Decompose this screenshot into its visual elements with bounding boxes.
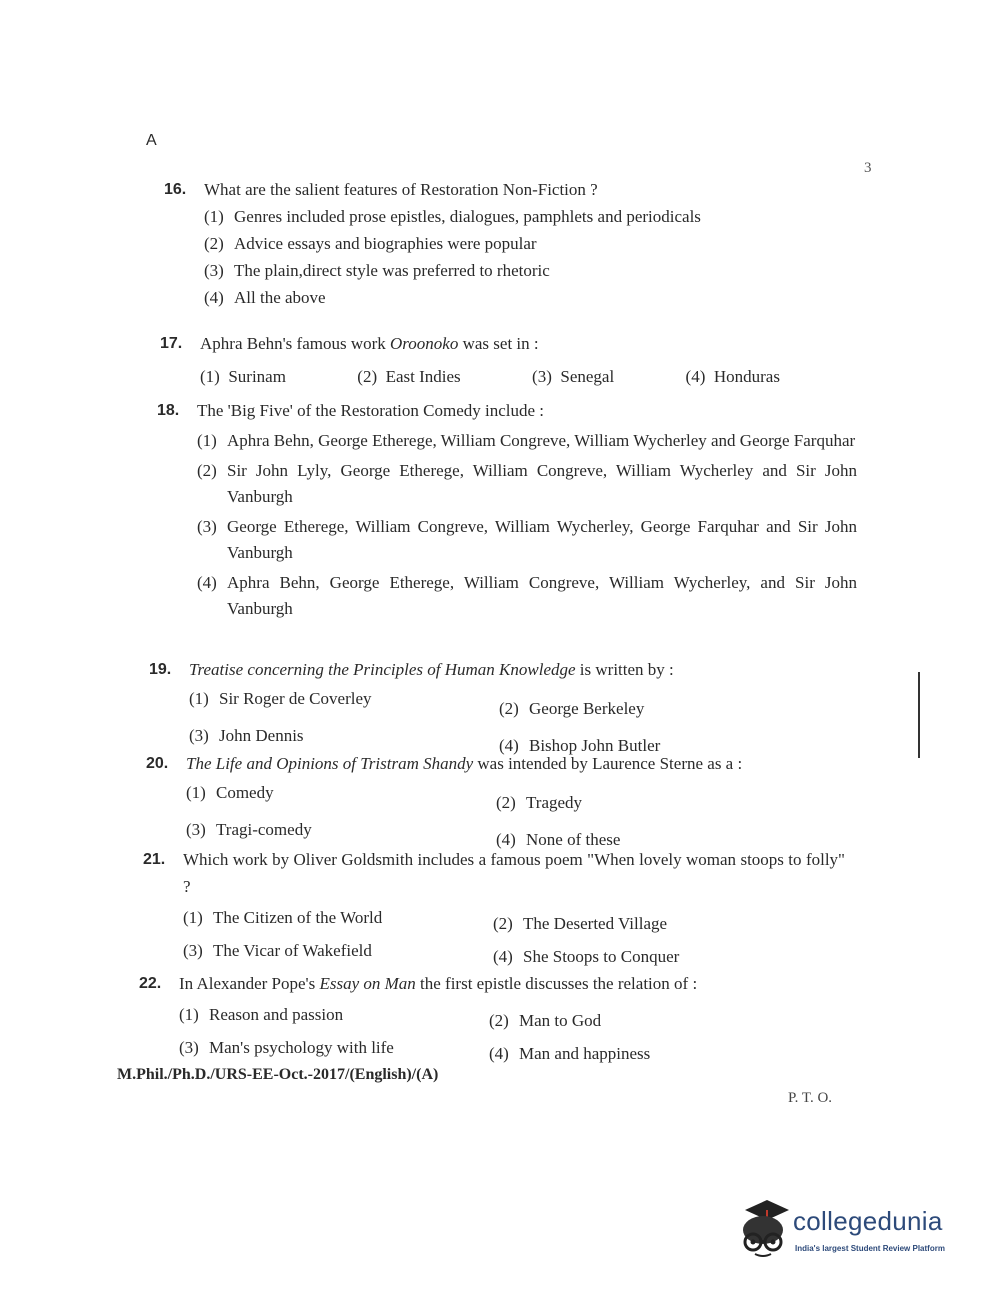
question-number: 19.	[149, 661, 172, 678]
option	[204, 230, 784, 257]
option-list	[200, 363, 780, 390]
option	[197, 458, 857, 510]
question-stem	[189, 656, 849, 683]
option-number: (2)	[499, 699, 519, 718]
option-text: Tragi-comedy	[216, 820, 312, 839]
stem-text: is written by :	[575, 660, 674, 679]
option	[499, 695, 809, 722]
question-19	[149, 656, 849, 759]
option-number: (1)	[204, 207, 224, 226]
option-number: (4)	[489, 1044, 509, 1063]
option-number: (4)	[493, 947, 513, 966]
option-text: Senegal	[560, 367, 615, 386]
stem-text: In Alexander Pope's	[179, 974, 320, 993]
stem-text: Aphra Behn's famous work	[200, 334, 391, 353]
page-number: 3	[864, 160, 872, 176]
question-22	[139, 970, 839, 1067]
question-20	[146, 750, 846, 853]
logo-wordmark: collegedunia	[793, 1206, 943, 1236]
option	[179, 1001, 489, 1034]
option-text: Sir John Lyly, George Etherege, William Congreve, William Wycherley and Sir John Vanburgh	[227, 461, 857, 506]
option	[197, 514, 857, 566]
option	[493, 910, 803, 937]
option-number: (2)	[197, 461, 217, 480]
option-text: Honduras	[713, 367, 780, 386]
option-number: (1)	[183, 908, 203, 927]
margin-line	[918, 672, 920, 758]
question-21	[143, 846, 845, 970]
question-stem	[179, 970, 839, 997]
option-text: John Dennis	[219, 726, 304, 745]
stem-text: the first epistle discusses the relation of :	[415, 974, 698, 993]
option	[357, 363, 460, 390]
option-text: Man's psychology with life	[209, 1038, 394, 1057]
option-text: None of these	[526, 830, 621, 849]
option-number: (3)	[532, 367, 552, 386]
option-number: (3)	[179, 1038, 199, 1057]
option-number: (4)	[499, 736, 519, 755]
work-title: Oroonoko	[390, 334, 459, 353]
work-title: The Life and Opinions of Tristram Shandy	[186, 754, 474, 773]
question-stem	[186, 750, 846, 777]
option-list	[179, 1001, 839, 1067]
question-18	[157, 398, 857, 622]
stem-text: was set in :	[458, 334, 539, 353]
option-number: (1)	[186, 783, 206, 802]
question-16	[164, 176, 784, 311]
option-number: (2)	[493, 914, 513, 933]
option-text: She Stoops to Conquer	[523, 947, 680, 966]
option-number: (1)	[179, 1005, 199, 1024]
option-number: (4)	[197, 573, 217, 592]
work-title: Essay on Man	[319, 974, 416, 993]
option-text: Reason and passion	[209, 1005, 344, 1024]
option	[204, 203, 784, 230]
option-number: (4)	[204, 288, 224, 307]
option	[197, 428, 857, 454]
mascot-icon	[735, 1196, 793, 1260]
option	[489, 1040, 799, 1067]
logo-tagline: India's largest Student Review Platform	[795, 1244, 945, 1253]
option-list	[189, 685, 849, 759]
option	[183, 904, 493, 937]
option-number: (2)	[496, 793, 516, 812]
question-number: 18.	[157, 402, 180, 419]
option-number: (1)	[189, 689, 209, 708]
option-text: All the above	[234, 288, 326, 307]
option-text: East Indies	[385, 367, 461, 386]
option-number: (1)	[200, 367, 220, 386]
question-stem: The 'Big Five' of the Restoration Comedy include :	[197, 401, 545, 420]
question-stem: What are the salient features of Restoration Non-Fiction ?	[204, 180, 598, 199]
option-number: (3)	[197, 517, 217, 536]
option	[686, 363, 780, 390]
option	[186, 779, 496, 816]
exam-code: M.Phil./Ph.D./URS-EE-Oct.-2017/(English)/(A)	[117, 1066, 439, 1083]
option	[200, 363, 286, 390]
option	[197, 570, 857, 622]
option-number: (3)	[183, 941, 203, 960]
option	[493, 943, 803, 970]
question-number: 16.	[164, 181, 187, 198]
option-text: Man and happiness	[519, 1044, 651, 1063]
option	[532, 363, 614, 390]
question-stem	[200, 330, 820, 357]
option-number: (3)	[189, 726, 209, 745]
option-number: (2)	[357, 367, 378, 386]
option	[204, 257, 784, 284]
option-list	[197, 428, 857, 622]
option-number: (3)	[204, 261, 224, 280]
pto-label: P. T. O.	[788, 1090, 833, 1106]
option-list	[183, 904, 845, 970]
option-text: Tragedy	[526, 793, 583, 812]
option-number: (4)	[496, 830, 516, 849]
stem-text: was intended by Laurence Sterne as a :	[473, 754, 743, 773]
option	[489, 1007, 799, 1034]
option-text: Advice essays and biographies were popular	[234, 234, 537, 253]
question-stem: Which work by Oliver Goldsmith includes a famous poem "When lovely woman stoops to folly" ?	[183, 850, 845, 896]
option	[204, 284, 784, 311]
question-number: 21.	[143, 851, 166, 868]
option-number: (1)	[197, 431, 217, 450]
option	[179, 1034, 489, 1067]
collegedunia-logo[interactable]	[735, 1196, 960, 1266]
option-text: Sir Roger de Coverley	[219, 689, 372, 708]
option-text: Aphra Behn, George Etherege, William Congreve, William Wycherley and George Farquhar	[227, 431, 856, 450]
option-number: (2)	[204, 234, 224, 253]
option-text: The Citizen of the World	[213, 908, 383, 927]
option	[496, 789, 806, 816]
option-list	[204, 203, 784, 311]
option-text: George Etherege, William Congreve, William Wycherley, George Farquhar and Sir John Vanburgh	[227, 517, 857, 562]
option-text: Comedy	[216, 783, 274, 802]
option-text: The Deserted Village	[523, 914, 668, 933]
option-text: Surinam	[228, 367, 286, 386]
option-text: George Berkeley	[529, 699, 645, 718]
option-number: (4)	[685, 367, 706, 386]
question-number: 17.	[160, 335, 183, 352]
question-number: 22.	[139, 975, 162, 992]
option-list	[186, 779, 846, 853]
question-17	[160, 330, 820, 390]
option-number: (2)	[489, 1011, 509, 1030]
option-text: The Vicar of Wakefield	[213, 941, 372, 960]
option-text: Genres included prose epistles, dialogues, pamphlets and periodicals	[234, 207, 701, 226]
option	[189, 685, 499, 722]
option-text: The plain,direct style was preferred to rhetoric	[234, 261, 550, 280]
option-number: (3)	[186, 820, 206, 839]
work-title: Treatise concerning the Principles of Human Knowledge	[189, 660, 576, 679]
option-text: Aphra Behn, George Etherege, William Congreve, William Wycherley, and Sir John Vanburgh	[227, 573, 857, 618]
option	[183, 937, 493, 970]
option-text: Man to God	[519, 1011, 602, 1030]
option-text: Bishop John Butler	[529, 736, 661, 755]
question-number: 20.	[146, 755, 169, 772]
question-set-letter: A	[146, 132, 157, 149]
